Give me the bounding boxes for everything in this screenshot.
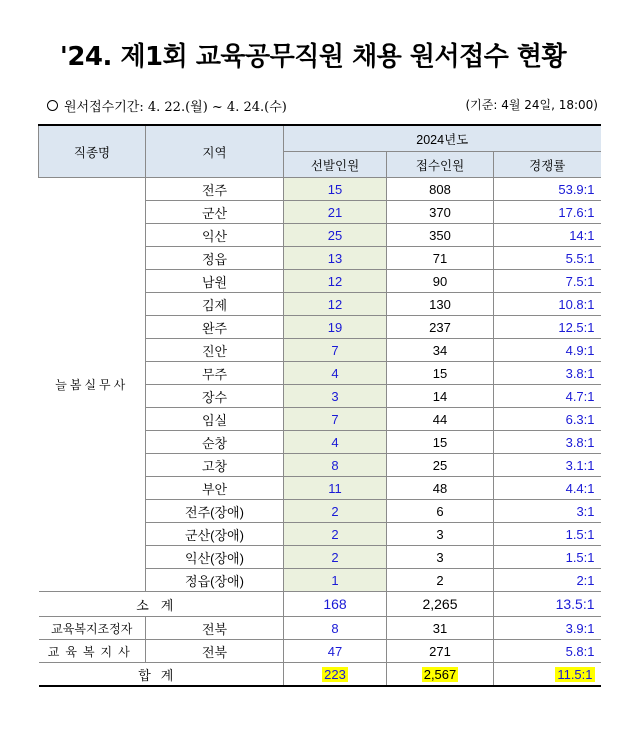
ratio-cell: 3:1 — [494, 500, 601, 523]
ratio-cell: 10.8:1 — [494, 293, 601, 316]
extra-ratio: 5.8:1 — [494, 640, 601, 663]
selected-cell: 19 — [284, 316, 387, 339]
selected-cell: 4 — [284, 362, 387, 385]
total-label: 합계 — [39, 663, 284, 687]
applied-cell: 71 — [387, 247, 494, 270]
ratio-cell: 4.4:1 — [494, 477, 601, 500]
header-region: 지역 — [146, 125, 284, 178]
ratio-cell: 7.5:1 — [494, 270, 601, 293]
applied-cell: 3 — [387, 546, 494, 569]
selected-cell: 2 — [284, 546, 387, 569]
ratio-cell: 3.1:1 — [494, 454, 601, 477]
selected-cell: 2 — [284, 500, 387, 523]
extra-row-welfare-worker — [39, 640, 601, 663]
extra-job: 교육복지사 — [39, 640, 146, 663]
extra-region: 전북 — [146, 640, 284, 663]
subtotal-label: 소계 — [39, 592, 284, 617]
extra-job: 교육복지조정자 — [39, 617, 146, 640]
subtotal-ratio: 13.5:1 — [494, 592, 601, 617]
applied-cell: 2 — [387, 569, 494, 592]
region-cell: 군산 — [146, 201, 284, 224]
region-cell: 김제 — [146, 293, 284, 316]
applied-cell: 237 — [387, 316, 494, 339]
applied-cell: 14 — [387, 385, 494, 408]
applied-cell: 15 — [387, 431, 494, 454]
total-applied: 2,567 — [423, 666, 457, 682]
applied-cell: 34 — [387, 339, 494, 362]
applied-cell: 44 — [387, 408, 494, 431]
region-cell: 전주(장애) — [146, 500, 284, 523]
header-ratio: 경쟁률 — [494, 152, 601, 178]
region-cell: 익산(장애) — [146, 546, 284, 569]
table-row — [39, 178, 601, 201]
region-cell: 정읍 — [146, 247, 284, 270]
ratio-cell: 3.8:1 — [494, 431, 601, 454]
region-cell: 순창 — [146, 431, 284, 454]
region-cell: 진안 — [146, 339, 284, 362]
selected-cell: 12 — [284, 293, 387, 316]
total-row — [39, 663, 601, 687]
ratio-cell: 3.8:1 — [494, 362, 601, 385]
applied-cell: 48 — [387, 477, 494, 500]
region-cell: 무주 — [146, 362, 284, 385]
header-job: 직종명 — [39, 125, 146, 178]
total-selected: 223 — [324, 666, 346, 682]
applied-cell: 25 — [387, 454, 494, 477]
selected-cell: 2 — [284, 523, 387, 546]
ratio-cell: 1.5:1 — [494, 523, 601, 546]
ratio-cell: 53.9:1 — [494, 178, 601, 201]
region-cell: 완주 — [146, 316, 284, 339]
applied-cell: 3 — [387, 523, 494, 546]
ratio-cell: 14:1 — [494, 224, 601, 247]
applied-cell: 808 — [387, 178, 494, 201]
region-cell: 부안 — [146, 477, 284, 500]
selected-cell: 15 — [284, 178, 387, 201]
selected-cell: 4 — [284, 431, 387, 454]
ratio-cell: 6.3:1 — [494, 408, 601, 431]
ratio-cell: 5.5:1 — [494, 247, 601, 270]
ratio-cell: 12.5:1 — [494, 316, 601, 339]
applied-cell: 130 — [387, 293, 494, 316]
ratio-cell: 17.6:1 — [494, 201, 601, 224]
extra-selected: 47 — [284, 640, 387, 663]
selected-cell: 3 — [284, 385, 387, 408]
header-applied: 접수인원 — [387, 152, 494, 178]
selected-cell: 7 — [284, 339, 387, 362]
selected-cell: 1 — [284, 569, 387, 592]
applied-cell: 370 — [387, 201, 494, 224]
extra-row-welfare-coordinator — [39, 617, 601, 640]
region-cell: 장수 — [146, 385, 284, 408]
subtotal-applied: 2,265 — [387, 592, 494, 617]
header-year: 2024년도 — [284, 125, 601, 152]
extra-selected: 8 — [284, 617, 387, 640]
application-period — [47, 96, 287, 115]
applied-cell: 15 — [387, 362, 494, 385]
total-ratio: 11.5:1 — [557, 666, 593, 682]
ratio-cell: 4.9:1 — [494, 339, 601, 362]
region-cell: 남원 — [146, 270, 284, 293]
basis-time: (기준: 4월 24일, 18:00) — [465, 98, 598, 112]
selected-cell: 8 — [284, 454, 387, 477]
applied-cell: 350 — [387, 224, 494, 247]
region-cell: 군산(장애) — [146, 523, 284, 546]
subtotal-row — [39, 592, 601, 617]
extra-applied: 271 — [387, 640, 494, 663]
selected-cell: 11 — [284, 477, 387, 500]
applied-cell: 90 — [387, 270, 494, 293]
ratio-cell: 1.5:1 — [494, 546, 601, 569]
selected-cell: 13 — [284, 247, 387, 270]
region-cell: 임실 — [146, 408, 284, 431]
circle-bullet-icon — [47, 100, 58, 111]
selected-cell: 25 — [284, 224, 387, 247]
selected-cell: 21 — [284, 201, 387, 224]
job-name-cell: 늘봄실무사 — [39, 178, 146, 592]
subtotal-selected: 168 — [284, 592, 387, 617]
selected-cell: 7 — [284, 408, 387, 431]
selected-cell: 12 — [284, 270, 387, 293]
region-cell: 익산 — [146, 224, 284, 247]
period-text: 원서접수기간: 4. 22.(월) ~ 4. 24.(수) — [64, 100, 287, 115]
ratio-cell: 2:1 — [494, 569, 601, 592]
applied-cell: 6 — [387, 500, 494, 523]
table-body — [39, 178, 601, 687]
page-title: '24. 제1회 교육공무직원 채용 원서접수 현황 — [59, 42, 567, 72]
region-cell: 전주 — [146, 178, 284, 201]
extra-ratio: 3.9:1 — [494, 617, 601, 640]
region-cell: 고창 — [146, 454, 284, 477]
recruitment-table — [38, 124, 601, 687]
header-selected: 선발인원 — [284, 152, 387, 178]
ratio-cell: 4.7:1 — [494, 385, 601, 408]
extra-region: 전북 — [146, 617, 284, 640]
extra-applied: 31 — [387, 617, 494, 640]
region-cell: 정읍(장애) — [146, 569, 284, 592]
